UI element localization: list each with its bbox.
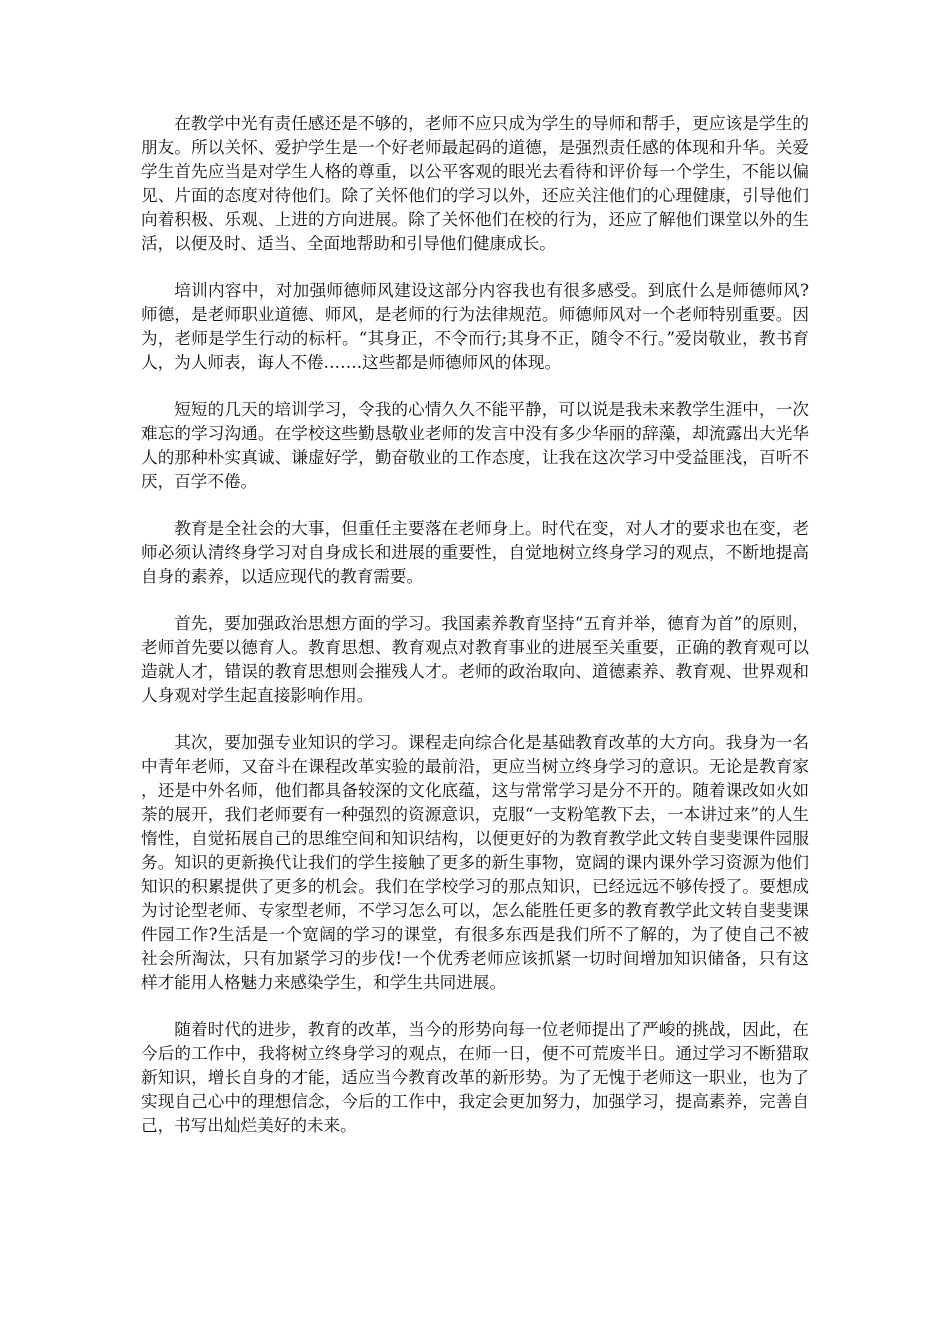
paragraph-responsibility-and-care: 在教学中光有责任感还是不够的，老师不应只成为学生的导师和帮手，更应该是学生的朋友。所以关怀、爱护学生是一个好老师最起码的道德，是强烈责任感的体现和升华。关爱学生首先应当是对学生人格的尊重，以公平客观的眼光去看待和评价每一个学生，不能以偏见、片面的态度对待他们。除了关怀他们的学习以外，还应关注他们的心理健康，引导他们向着积极、乐观、上进的方向进展。除了关怀他们在校的行为，还应了解他们课堂以外的生活，以便及时、适当、全面地帮助和引导他们健康成长。	[141, 114, 809, 253]
paragraph-professional-learning: 其次，要加强专业知识的学习。课程走向综合化是基础教育改革的大方向。我身为一名中青年老师，又奋斗在课程改革实验的最前沿，更应当树立终身学习的意识。无论是教育家，还是中外名师，他们都具备较深的文化底蕴，这与常常学习是分不开的。随着课改如火如荼的展开，我们老师要有一种强烈的资源意识，克服“一支粉笔教下去，一本讲过来”的人生惰性，自觉拓展自己的思维空间和知识结构，以便更好的为教育教学此文转自斐斐课件园服务。知识的更新换代让我们的学生接触了更多的新生事物，宽阔的课内课外学习资源为他们知识的积累提供了更多的机会。我们在学校学习的那点知识，已经远远不够传授了。要想成为讨论型老师、专家型老师，不学习怎么可以，怎么能胜任更多的教育教学此文转自斐斐课件园工作?生活是一个宽阔的学习的课堂，有很多东西是我们所不了解的，为了使自己不被社会所淘汰，只有加紧学习的步伐!一个优秀老师应该抓紧一切时间增加知识储备，只有这样才能用人格魅力来感染学生，和学生共同进展。	[141, 733, 809, 992]
paragraph-training-experience: 短短的几天的培训学习，令我的心情久久不能平静，可以说是我未来教学生涯中，一次难忘的学习沟通。在学校这些勤恳敬业老师的发言中没有多少华丽的辞藻，却流露出大光华人的那种朴实真诚、谦虚好学，勤奋敬业的工作态度，让我在这次学习中受益匪浅，百听不厌，百学不倦。	[141, 400, 809, 491]
paragraph-lifelong-learning: 教育是全社会的大事，但重任主要落在老师身上。时代在变，对人才的要求也在变，老师必须认清终身学习对自身成长和进展的重要性，自觉地树立终身学习的观点，不断地提高自身的素养，以适应现代的教育需要。	[141, 519, 809, 586]
paragraph-political-learning: 首先，要加强政治思想方面的学习。我国素养教育坚持“五育并举，德育为首”的原则，老师首先要以德育人。教育思想、教育观点对教育事业的进展至关重要，正确的教育观可以造就人才，错误的教育思想则会摧残人才。老师的政治取向、道德素养、教育观、世界观和人身观对学生起直接影响作用。	[141, 614, 809, 705]
paragraph-teacher-ethics: 培训内容中，对加强师德师风建设这部分内容我也有很多感受。到底什么是师德师风?师德，是老师职业道德、师风，是老师的行为法律规范。师德师风对一个老师特别重要。因为，老师是学生行动的标杆。“其身正，不令而行;其身不正，随令不行。”爱岗敬业，教书育人，为人师表，诲人不倦…….这些都是师德师风的体现。	[141, 281, 809, 372]
document-page	[141, 112, 809, 1161]
paragraph-conclusion: 随着时代的进步，教育的改革，当今的形势向每一位老师提出了严峻的挑战，因此，在今后的工作中，我将树立终身学习的观点，在师一日，便不可荒废半日。通过学习不断猎取新知识，增长自身的才能，适应当今教育改革的新形势。为了无愧于老师这一职业，也为了实现自己心中的理想信念，今后的工作中，我定会更加努力，加强学习，提高素养，完善自己，书写出灿烂美好的未来。	[141, 1020, 809, 1135]
